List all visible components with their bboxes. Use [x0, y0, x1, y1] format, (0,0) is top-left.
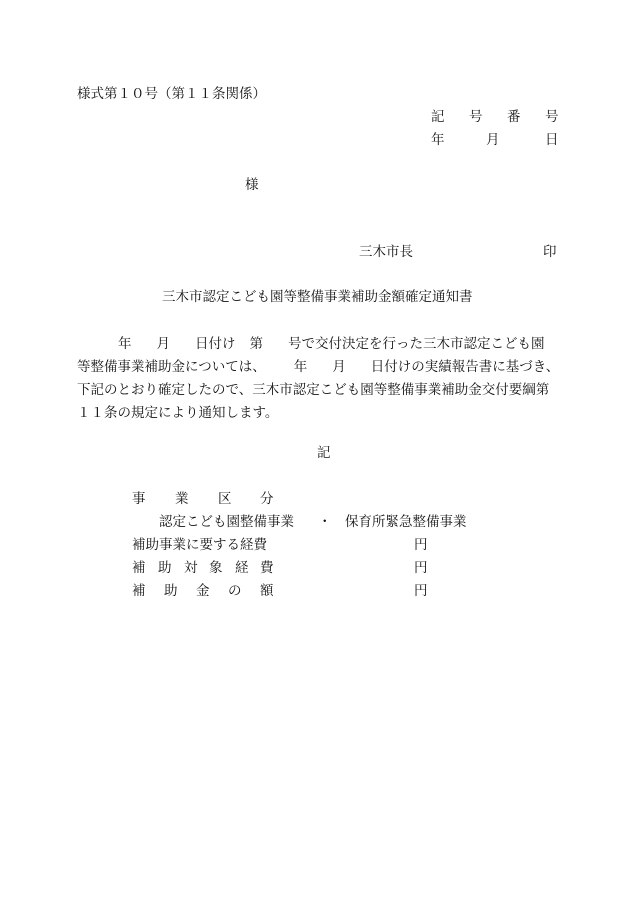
body-line-1	[77, 333, 581, 356]
record-number-char-1: 記	[431, 109, 445, 125]
item-row-3-char-2: 助	[164, 583, 178, 599]
category-option-2: 保育所緊急整備事業	[345, 514, 467, 530]
date-month: 月	[486, 132, 500, 148]
body-line2-year: 年	[293, 359, 308, 375]
item-row-3-unit: 円	[414, 583, 428, 599]
item-row-1-label: 補助事業に要する経費	[132, 537, 267, 553]
body-line2-rest: 日付けの実績報告書に基づき、	[370, 359, 560, 375]
record-number-char-2: 号	[469, 109, 483, 125]
addressee-suffix: 様	[245, 177, 259, 193]
issuer-title: 三木市長	[359, 244, 413, 260]
body-line-2	[77, 356, 581, 379]
date-year: 年	[431, 132, 445, 148]
body-line1-date-suffix: 日付け	[195, 336, 236, 352]
record-number-char-3: 番	[507, 109, 521, 125]
body-line1-no-prefix: 第	[249, 336, 263, 352]
document-title: 三木市認定こども園等整備事業補助金額確定通知書	[162, 289, 473, 305]
category-option-1: 認定こども園整備事業	[159, 514, 294, 530]
body-line1-month: 月	[156, 336, 170, 352]
item-row-1-unit: 円	[414, 537, 428, 553]
body-line2-month: 月	[332, 359, 346, 375]
date-day: 日	[545, 132, 559, 148]
ki-heading: 記	[317, 445, 331, 461]
body-line1-year: 年	[118, 336, 132, 352]
category-label-char-1: 事	[132, 491, 146, 507]
issuer-seal: 印	[543, 244, 557, 260]
category-label-char-3: 区	[218, 491, 232, 507]
record-number-char-4: 号	[545, 109, 559, 125]
body-line-3: 下記のとおり確定したので、三木市認定こども園等整備事業補助金交付要綱第	[77, 382, 550, 398]
body-line2-a: 等整備事業補助金については、	[77, 359, 266, 375]
item-row-3-char-3: 金	[196, 583, 210, 599]
item-row-3-char-4: の	[228, 583, 242, 599]
body-paragraph	[77, 333, 581, 425]
item-row-2-char-2: 助	[158, 560, 172, 576]
category-label-char-4: 分	[260, 491, 274, 507]
item-row-2-char-1: 補	[132, 560, 146, 576]
category-option-separator: ・	[318, 514, 332, 530]
form-label: 様式第１０号（第１１条関係）	[77, 86, 266, 102]
item-row-2-char-6: 費	[260, 560, 274, 576]
body-line-4: １１条の規定により通知します。	[77, 405, 279, 421]
item-row-3-char-5: 額	[260, 583, 274, 599]
item-row-2-char-3: 対	[184, 560, 198, 576]
item-row-2-char-4: 象	[209, 560, 223, 576]
category-label-char-2: 業	[175, 491, 189, 507]
item-row-2-char-5: 経	[235, 560, 249, 576]
item-row-2-unit: 円	[414, 560, 428, 576]
body-line1-rest: 号で交付決定を行った三木市認定こども園	[288, 336, 545, 352]
item-row-3-char-1: 補	[132, 583, 146, 599]
